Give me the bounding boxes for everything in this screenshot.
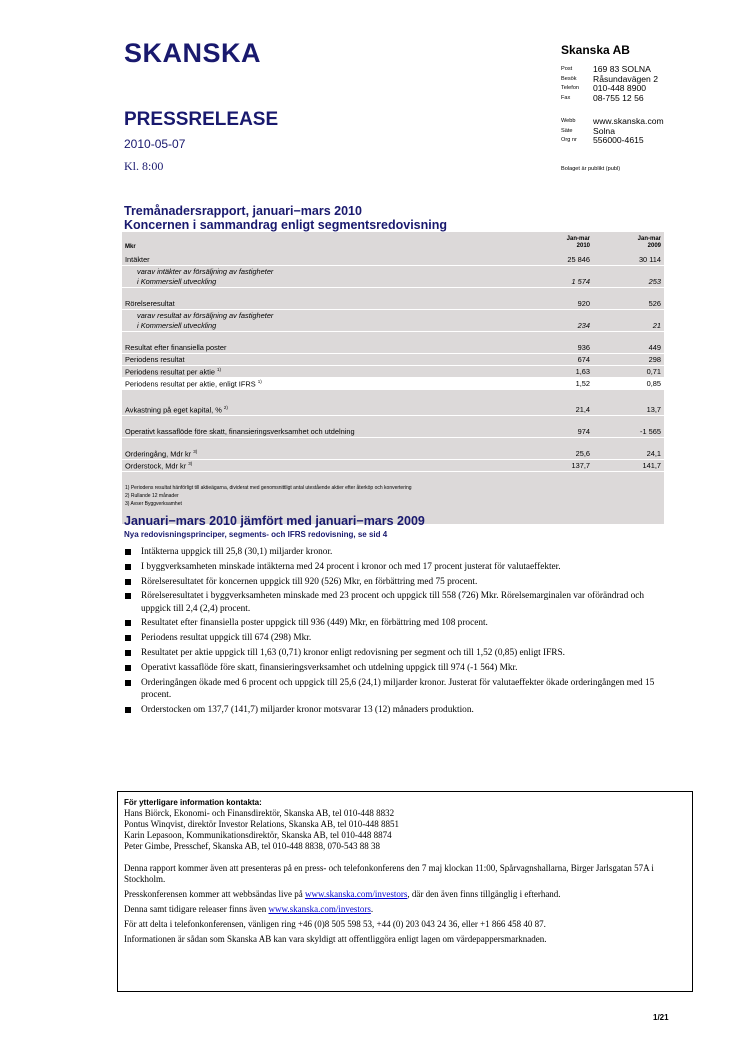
table-row — [122, 378, 664, 390]
list-item — [124, 632, 664, 644]
row-label-text: i Kommersiell utveckling — [137, 277, 217, 286]
value-2009: 24,1 — [646, 449, 661, 458]
skanska-logo: SKANSKA — [124, 38, 262, 68]
row-label-text: varav resultat av försäljning av fastigheter — [137, 311, 274, 320]
release-time: Kl. 8:00 — [124, 159, 164, 173]
bullet-text: Orderstocken om 137,7 (141,7) miljarder kronor motsvarar 13 (12) månaders produktion. — [141, 704, 474, 715]
list-item — [124, 546, 664, 558]
row-label-text: Resultat efter finansiella poster — [125, 343, 227, 352]
row-label — [125, 367, 221, 376]
company-name: Skanska AB — [561, 43, 630, 57]
section-subtitle: Nya redovisningsprinciper, segments- och IFRS redovisning, se sid 4 — [124, 530, 388, 539]
contact-value: 010-448 8900 — [593, 83, 647, 94]
row-label — [137, 277, 216, 286]
list-item — [124, 617, 664, 629]
table-spacer — [122, 390, 664, 404]
value-2010: 974 — [577, 427, 590, 436]
footnote-ref: 3) — [193, 449, 198, 454]
contact-people — [124, 808, 686, 852]
bullet-text: Operativt kassaflöde före skatt, finansieringsverksamhet och utdelning uppgick till 974 (-1 564) Mkr. — [141, 662, 518, 673]
contact-address-block — [561, 65, 658, 103]
row-label-text: Orderstock, Mdr kr — [125, 461, 187, 471]
page-number: 1/21 — [653, 1013, 669, 1022]
value-2010: 21,4 — [575, 405, 590, 414]
webcast-text: Presskonferensen kommer att webbsändas live på www.skanska.com/investors, där den även finns tillgänglig i efterhand. — [124, 889, 561, 899]
contact-label: Fax — [561, 94, 571, 101]
bullet-text: Orderingången ökade med 6 procent och uppgick till 25,6 (24,1) miljarder kronor. Justerat för valutaeffekter ökade orderingången med 15 procent. — [141, 677, 655, 700]
row-label-text: Periodens resultat — [125, 355, 185, 364]
bullet-square-icon — [125, 620, 131, 626]
list-item — [124, 647, 664, 659]
table-row — [122, 404, 664, 416]
table-row — [122, 320, 664, 332]
conference-text: Denna rapport kommer även att presenteras på en press- och telefonkonferens den 7 maj klockan 11:00, Spårvagnshallarna, Birger Jarlsgatan 57A i Stockholm. — [124, 863, 654, 884]
summary-table — [122, 232, 664, 524]
publ-note: Bolaget är publikt (publ) — [561, 166, 621, 172]
value-2009: 449 — [648, 343, 661, 352]
footnote: 3) Avser Byggverksamhet — [125, 501, 182, 507]
investors-link[interactable]: www.skanska.com/investors — [304, 889, 408, 899]
contact-value: 556000-4615 — [593, 135, 644, 146]
bullet-text: Rörelseresultatet i byggverksamheten minskade med 23 procent och uppgick till 558 (726) Mkr. Rörelsemarginalen var oförändrad och uppgick till 2,4 (2,4) procent. — [141, 591, 645, 614]
bullet-square-icon — [125, 593, 131, 599]
value-2010: 674 — [577, 355, 590, 364]
footnote-ref: 1) — [217, 367, 222, 372]
table-spacer — [122, 416, 664, 426]
footnote: 1) Periodens resultat hänförligt till aktieägarna, dividerat med genomsnittligt antal utestående aktier efter återköp och konvertering — [125, 485, 412, 491]
bullet-square-icon — [125, 665, 131, 671]
contact-value: www.skanska.com — [593, 116, 664, 126]
report-title-line1: Tremånadersrapport, januari−mars 2010 — [124, 204, 362, 218]
table-row — [122, 426, 664, 438]
footnote-ref: 3) — [188, 461, 193, 466]
contact-person: Hans Biörck, Ekonomi- och Finansdirektör, Skanska AB, tel 010-448 8832 — [124, 808, 395, 818]
table-row — [122, 276, 664, 288]
row-label-text: Operativt kassaflöde före skatt, finansieringsverksamhet och utdelning — [125, 427, 355, 436]
row-label — [125, 449, 197, 458]
row-label — [125, 343, 226, 352]
value-2010: 25 846 — [567, 255, 590, 264]
contact-person: Pontus Winqvist, direktör Investor Relations, Skanska AB, tel 010-448 8851 — [124, 819, 399, 829]
row-label-text: Avkastning på eget kapital, % — [125, 405, 222, 415]
table-row — [122, 266, 664, 276]
bullet-text: Intäkterna uppgick till 25,8 (30,1) miljarder kronor. — [141, 547, 333, 557]
table-spacer — [122, 332, 664, 342]
bullet-square-icon — [125, 650, 131, 656]
list-item — [124, 704, 664, 716]
contact-label: Post — [561, 66, 573, 72]
row-label — [125, 427, 355, 436]
bullet-square-icon — [125, 707, 131, 713]
row-label-text: i Kommersiell utveckling — [137, 321, 217, 330]
bullet-text: Resultatet efter finansiella poster uppgick till 936 (449) Mkr, en förbättring med 108 procent. — [141, 618, 488, 629]
value-2009: 298 — [648, 355, 661, 364]
bullet-square-icon — [125, 635, 131, 641]
contact-label: Telefon — [561, 85, 580, 92]
legal-text: Informationen är sådan som Skanska AB kan vara skyldigt att offentliggöra enligt lagen om värdepappersmarknaden. — [124, 934, 547, 944]
row-label — [137, 267, 273, 276]
column-header-2010: Jan-mar 2010 — [566, 236, 590, 249]
value-2010: 1 574 — [571, 277, 590, 286]
list-item — [124, 590, 664, 614]
section-title: Januari−mars 2010 jämfört med januari−mars 2009 — [124, 514, 425, 528]
contact-line — [561, 136, 664, 146]
list-item — [124, 677, 664, 701]
contact-line — [561, 94, 658, 104]
contact-value: Råsundavägen 2 — [593, 73, 658, 84]
contact-info-box — [117, 791, 693, 992]
page-title: PRESSRELEASE — [124, 109, 279, 130]
contact-label: Säte — [561, 127, 573, 134]
value-2010: 25,6 — [575, 449, 590, 458]
bullet-text: I byggverksamheten minskade intäkterna med 24 procent i kronor och med 17 procent justerat för valutaeffekter. — [141, 561, 561, 572]
value-2009: 253 — [648, 277, 661, 286]
table-body — [122, 254, 664, 472]
table-row — [122, 460, 664, 472]
report-title — [124, 205, 447, 232]
list-item — [124, 662, 664, 674]
value-2009: 526 — [648, 299, 661, 308]
phone-conference-text: För att delta i telefonkonferensen, vänligen ring +46 (0)8 505 598 53, +44 (0) 203 043 24 36, eller +1 866 458 40 87. — [124, 919, 546, 929]
highlights-list — [124, 546, 664, 718]
row-label-text: Periodens resultat per aktie, enligt IFRS — [125, 379, 256, 389]
bullet-square-icon — [125, 579, 131, 585]
value-2010: 1,52 — [575, 379, 590, 388]
bullet-text: Periodens resultat uppgick till 674 (298) Mkr. — [141, 633, 312, 644]
value-2010: 234 — [577, 321, 590, 330]
contact-web-block — [561, 117, 664, 146]
table-spacer — [122, 288, 664, 298]
table-row — [122, 298, 664, 310]
table-row — [122, 354, 664, 366]
value-2010: 137,7 — [571, 461, 590, 470]
value-2010: 920 — [577, 299, 590, 308]
row-label — [137, 311, 273, 320]
row-label — [137, 321, 216, 330]
value-2009: 0,85 — [646, 379, 661, 388]
row-label-text: Rörelseresultat — [125, 299, 175, 308]
bullet-square-icon — [125, 680, 131, 686]
contact-label: Webb — [561, 118, 576, 124]
investors-link-2[interactable]: www.skanska.com/investors — [268, 904, 371, 914]
table-row — [122, 310, 664, 320]
table-row — [122, 342, 664, 354]
value-2009: -1 565 — [640, 427, 661, 436]
list-item — [124, 576, 664, 588]
value-2009: 30 114 — [638, 255, 661, 264]
list-item — [124, 561, 664, 573]
value-2009: 0,71 — [646, 367, 661, 376]
contact-value: Solna — [593, 125, 615, 136]
value-2009: 141,7 — [642, 461, 661, 470]
footnote-ref: 2) — [223, 405, 228, 410]
value-2010: 1,63 — [575, 367, 590, 376]
row-label — [125, 299, 175, 308]
contact-person: Karin Lepasoon, Kommunikationsdirektör, Skanska AB, tel 010-448 8874 — [124, 830, 392, 840]
table-row — [122, 448, 664, 460]
earlier-releases-text: Denna samt tidigare releaser finns även www.skanska.com/investors. — [124, 904, 374, 914]
row-label-text: Orderingång, Mdr kr — [125, 449, 192, 459]
bullet-text: Resultatet per aktie uppgick till 1,63 (0,71) kronor enligt redovisning per segment och till 1,52 (0,85) enligt IFRS. — [141, 647, 565, 658]
report-title-line2: Koncernen i sammandrag enligt segmentsredovisning — [124, 217, 447, 232]
release-date: 2010-05-07 — [124, 137, 186, 151]
contact-person: Peter Gimbe, Presschef, Skanska AB, tel 010-448 8838, 070-543 88 38 — [124, 841, 380, 851]
contact-value: 08-755 12 56 — [593, 92, 644, 103]
value-2009: 13,7 — [646, 405, 661, 414]
table-header — [122, 232, 664, 254]
footnote: 2) Rullande 12 månader — [125, 493, 179, 499]
value-2009: 21 — [652, 321, 661, 330]
table-row — [122, 366, 664, 378]
unit-label: Mkr — [125, 244, 136, 250]
row-label-text: Periodens resultat per aktie — [125, 367, 215, 377]
row-label — [125, 405, 228, 414]
column-header-2009: Jan-mar 2009 — [637, 236, 661, 249]
row-label — [125, 461, 192, 470]
footnote-ref: 1) — [257, 379, 262, 384]
row-label — [125, 355, 185, 364]
contact-value: 169 83 SOLNA — [593, 64, 651, 74]
row-label-text: Intäkter — [125, 255, 150, 264]
bullet-text: Rörelseresultatet för koncernen uppgick till 920 (526) Mkr, en förbättring med 75 procent. — [141, 576, 478, 587]
bullet-square-icon — [125, 564, 131, 570]
contact-heading: För ytterligare information kontakta: — [124, 798, 262, 807]
bullet-square-icon — [125, 549, 131, 555]
value-2010: 936 — [577, 343, 590, 352]
contact-label: Org nr — [561, 137, 577, 144]
row-label — [125, 379, 262, 388]
contact-label: Besök — [561, 75, 577, 82]
table-row — [122, 254, 664, 266]
table-spacer — [122, 438, 664, 448]
row-label — [125, 255, 150, 264]
row-label-text: varav intäkter av försäljning av fastigheter — [137, 267, 274, 276]
